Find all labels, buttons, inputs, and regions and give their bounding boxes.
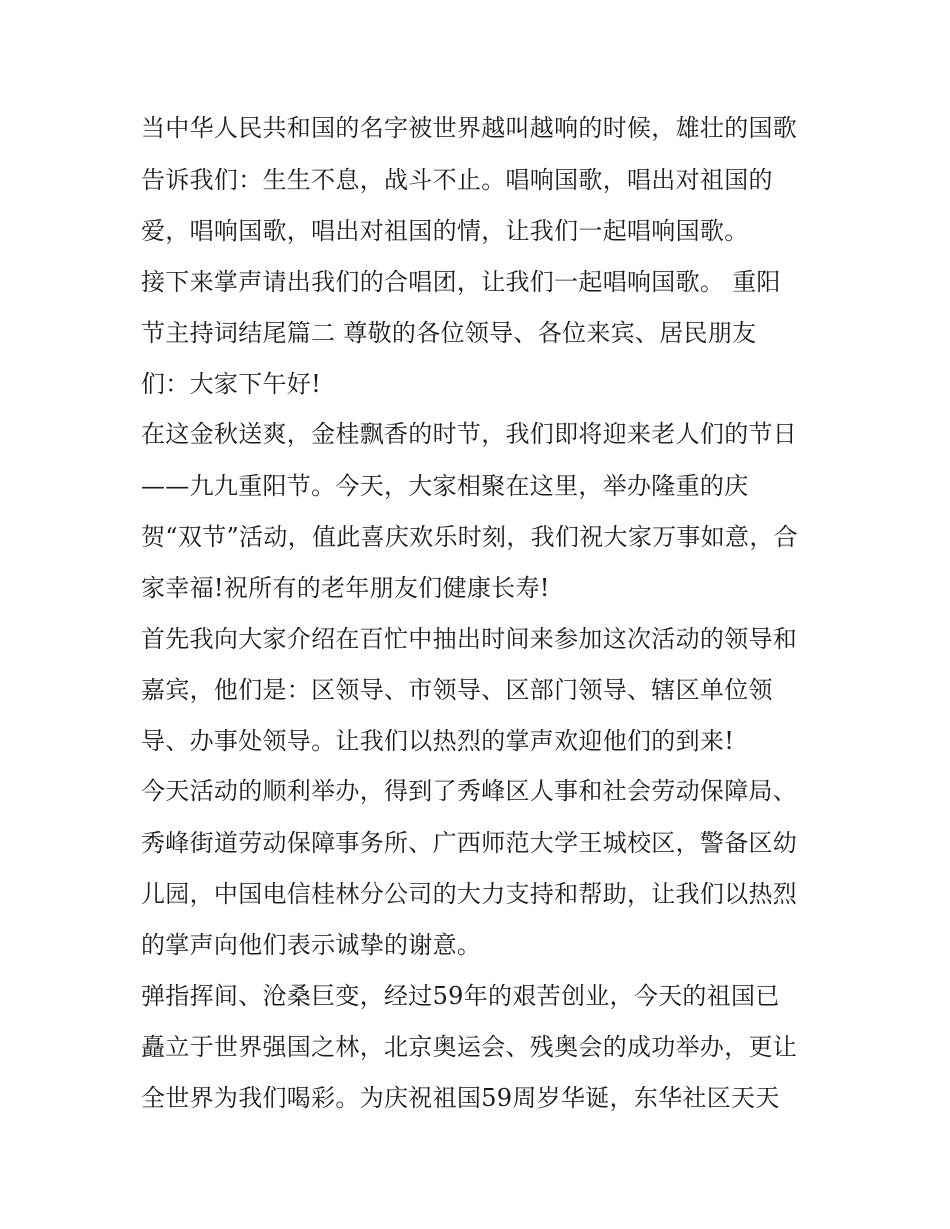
- text-line: 告诉我们：生生不息，战斗不止。唱响国歌，唱出对祖国的: [141, 166, 773, 194]
- text-line: 当中华人民共和国的名字被世界越叫越响的时候，雄壮的国歌: [141, 114, 798, 142]
- text-line: 贺“双节”活动，值此喜庆欢乐时刻，我们祝大家万事如意，合: [141, 523, 798, 551]
- text-line: 弹指挥间、沧桑巨变，经过59年的艰苦创业，今天的祖国已: [141, 982, 780, 1010]
- text-line: 今天活动的顺利举办，得到了秀峰区人事和社会劳动保障局、: [141, 777, 798, 805]
- text-line: 接下来掌声请出我们的合唱团，让我们一起唱响国歌。 重阳: [141, 268, 781, 296]
- text-line: ——九九重阳节。今天，大家相聚在这里，举办隆重的庆: [141, 472, 749, 500]
- text-line: 儿园，中国电信桂林分公司的大力支持和帮助，让我们以热烈: [141, 880, 798, 908]
- text-line: 导、办事处领导。让我们以热烈的掌声欢迎他们的到来!: [141, 727, 735, 755]
- text-line: 矗立于世界强国之林，北京奥运会、残奥会的成功举办，更让: [141, 1033, 798, 1061]
- text-line: 们：大家下午好!: [141, 370, 322, 398]
- text-line: 首先我向大家介绍在百忙中抽出时间来参加这次活动的领导和: [141, 625, 798, 653]
- text-line: 的掌声向他们表示诚挚的谢意。: [141, 931, 482, 959]
- text-line: 家幸福!祝所有的老年朋友们健康长寿!: [141, 574, 550, 602]
- text-line: 节主持词结尾篇二 尊敬的各位领导、各位来宾、居民朋友: [141, 319, 757, 347]
- text-line: 爱，唱响国歌，唱出对祖国的情，让我们一起唱响国歌。: [141, 217, 749, 245]
- text-line: 秀峰街道劳动保障事务所、广西师范大学王城校区，警备区幼: [141, 829, 798, 857]
- text-line: 嘉宾，他们是：区领导、市领导、区部门领导、辖区单位领: [141, 676, 773, 704]
- text-line: 在这金秋送爽，金桂飘香的时节，我们即将迎来老人们的节日: [141, 420, 798, 448]
- text-line: 全世界为我们喝彩。为庆祝祖国59周岁华诞，东华社区天天: [141, 1084, 780, 1112]
